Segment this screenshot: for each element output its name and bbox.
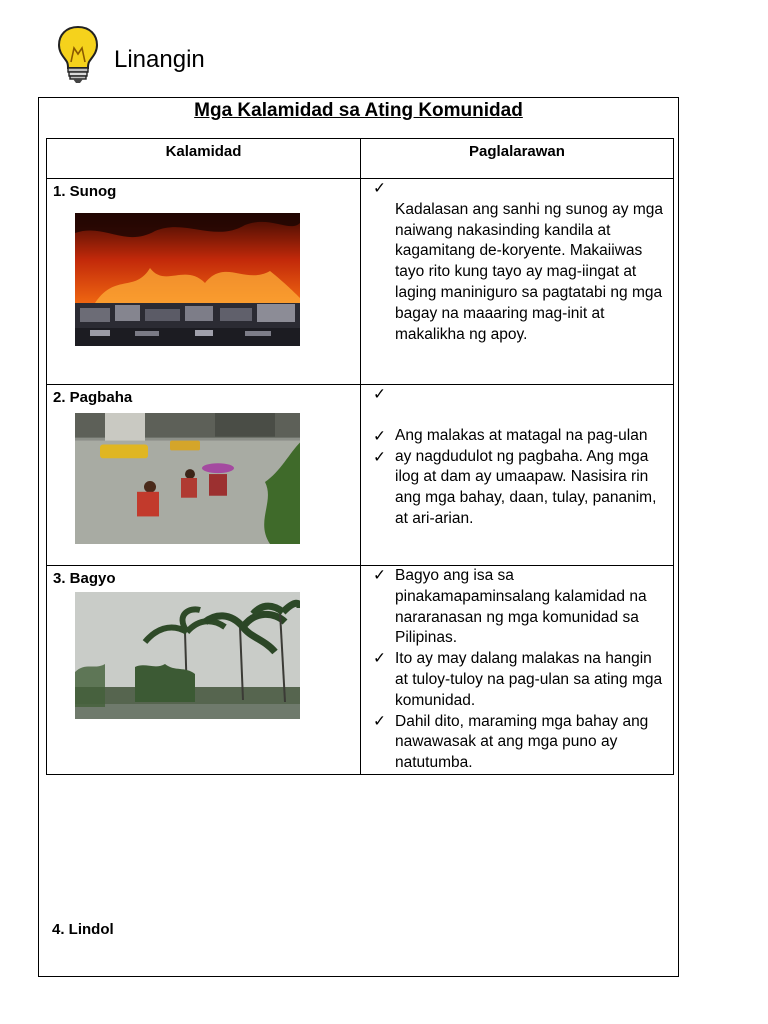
table-row [47, 179, 674, 385]
description-item [373, 426, 665, 530]
checkmark: ✓ [373, 386, 386, 403]
calamity-cell [47, 179, 361, 385]
description-cell [361, 566, 674, 775]
calamity-name: 1. Sunog [53, 183, 117, 200]
checkmark: ✓ [373, 567, 386, 584]
column-header-paglalarawan: Paglalarawan [361, 139, 674, 179]
description-cell [361, 385, 674, 566]
table-header-row [47, 139, 674, 179]
section-title: Linangin [114, 46, 205, 73]
description-text: Kadalasan ang sanhi ng sunog ay mga naiwang nakasinding kandila at kagamitang de-koryente. Makaiiwas tayo rito kung tayo ay mag-iingat at laging maniniguro sa pagtatabi ng mga bagay na maaaring mag-init at makalikha ng apoy. [395, 200, 664, 343]
list-item [373, 712, 665, 774]
calamity-name-lindol: 4. Lindol [52, 921, 114, 938]
calamity-table [46, 138, 674, 775]
calamity-cell [47, 385, 361, 566]
document-frame [38, 97, 679, 977]
checkmark: ✓ [373, 712, 386, 730]
lightbulb-icon [56, 24, 100, 84]
list-item [373, 566, 665, 649]
document-title: Mga Kalamidad sa Ating Komunidad [194, 100, 523, 121]
typhoon-photo [75, 592, 300, 719]
checkmark: ✓ [373, 448, 386, 466]
table-row [47, 566, 674, 775]
column-header-kalamidad: Kalamidad [47, 139, 361, 179]
section-header [56, 24, 356, 84]
description-cell [361, 179, 674, 385]
checkmark: ✓ [373, 180, 386, 197]
description-text: Bagyo ang isa sa pinakamapaminsalang kalamidad na nararanasan ng mga komunidad sa Pilipinas. [395, 567, 647, 647]
description-list [373, 566, 665, 774]
description-text: Ito ay may dalang malakas na hangin at tuloy-tuloy na pag-ulan sa ating mga komunidad. [395, 650, 663, 709]
checkmark: ✓ [373, 427, 386, 445]
calamity-name: 3. Bagyo [53, 570, 116, 587]
list-item [373, 649, 665, 711]
fire-photo [75, 213, 300, 346]
description-text: Dahil dito, maraming mga bahay ang nawawasak at ang mga puno ay natutumba. [395, 712, 649, 772]
table-row [47, 385, 674, 566]
flood-photo [75, 413, 300, 544]
calamity-name: 2. Pagbaha [53, 389, 133, 406]
calamity-cell [47, 566, 361, 775]
description-text: Ang malakas at matagal na pag-ulan ay nagdudulot ng pagbaha. Ang mga ilog at dam ay umaapaw. Nasisira rin ang mga bahay, daan, tulay, pananim, at ari-arian. [395, 426, 657, 527]
checkmark: ✓ [373, 650, 386, 668]
